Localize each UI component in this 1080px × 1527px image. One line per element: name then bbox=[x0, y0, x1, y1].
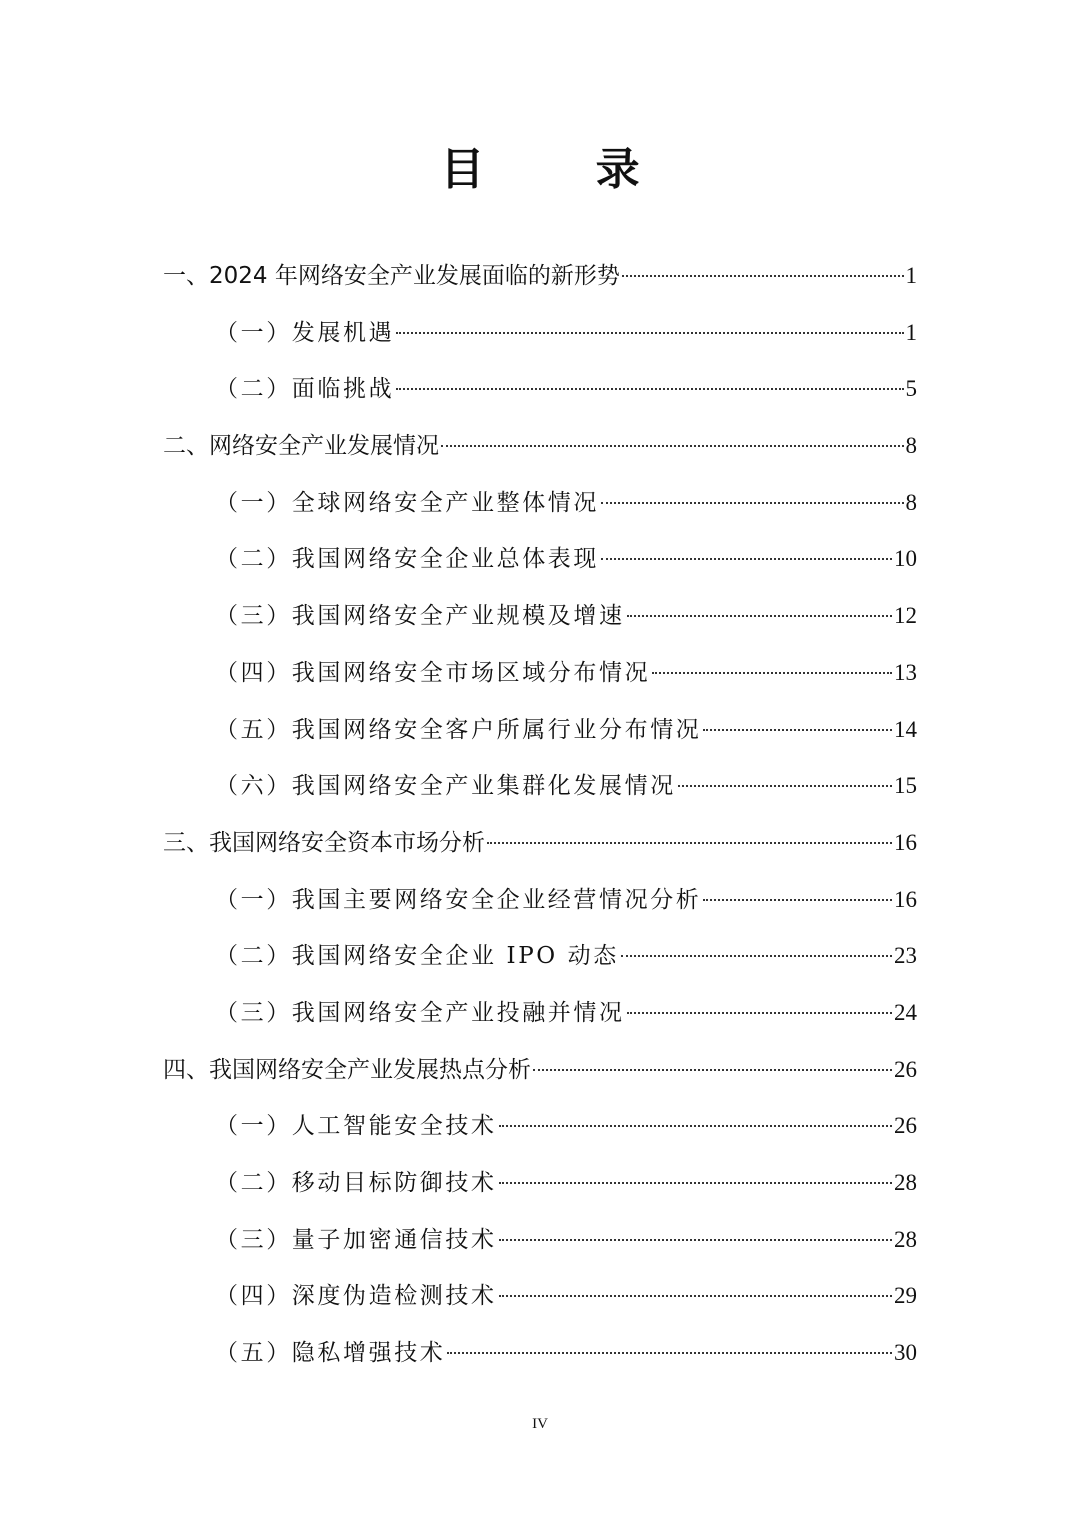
toc-subsection-entry[interactable] bbox=[163, 872, 917, 929]
toc-subsection-entry[interactable] bbox=[163, 702, 917, 759]
toc-section-entry[interactable] bbox=[163, 248, 917, 305]
toc-entry-label: （五）隐私增强技术 bbox=[215, 1340, 446, 1367]
dot-leader bbox=[621, 955, 892, 957]
dot-leader bbox=[396, 388, 903, 390]
toc-entry-label: （二）面临挑战 bbox=[215, 376, 395, 403]
dot-leader bbox=[499, 1182, 892, 1184]
toc-entry-page: 15 bbox=[894, 773, 917, 799]
toc-entry-page: 12 bbox=[894, 603, 917, 629]
toc-entry-label: （五）我国网络安全客户所属行业分布情况 bbox=[215, 716, 702, 743]
toc-subsection-entry[interactable] bbox=[163, 1268, 917, 1325]
toc-entry-label: （一）发展机遇 bbox=[215, 319, 395, 346]
toc-subsection-entry[interactable] bbox=[163, 1325, 917, 1382]
toc-section-entry[interactable] bbox=[163, 418, 917, 475]
toc-subsection-entry[interactable] bbox=[163, 588, 917, 645]
dot-leader bbox=[447, 1352, 892, 1354]
dot-leader bbox=[601, 502, 904, 504]
toc-subsection-entry[interactable] bbox=[163, 645, 917, 702]
toc-entry-page: 16 bbox=[894, 886, 917, 912]
toc-section-entry[interactable] bbox=[163, 815, 917, 872]
dot-leader bbox=[627, 615, 892, 617]
toc-entry-page: 26 bbox=[894, 1113, 917, 1139]
toc-entry-page: 26 bbox=[894, 1056, 917, 1082]
toc-subsection-entry[interactable] bbox=[163, 1212, 917, 1269]
toc-entry-label: 二、网络安全产业发展情况 bbox=[163, 433, 439, 460]
toc-subsection-entry[interactable] bbox=[163, 928, 917, 985]
toc-entry-page: 23 bbox=[894, 943, 917, 969]
dot-leader bbox=[703, 899, 892, 901]
toc-subsection-entry[interactable] bbox=[163, 305, 917, 362]
toc-entry-label: （一）我国主要网络安全企业经营情况分析 bbox=[215, 886, 702, 913]
toc-entry-label: （二）我国网络安全企业 IPO 动态 bbox=[215, 943, 619, 970]
toc-subsection-entry[interactable] bbox=[163, 985, 917, 1042]
dot-leader bbox=[499, 1239, 892, 1241]
toc-subsection-entry[interactable] bbox=[163, 475, 917, 532]
toc-entry-page: 24 bbox=[894, 999, 917, 1025]
toc-entry-label: （三）我国网络安全产业投融并情况 bbox=[215, 999, 625, 1026]
dot-leader bbox=[601, 558, 892, 560]
toc-entry-label: （三）量子加密通信技术 bbox=[215, 1226, 497, 1253]
toc-entry-page: 8 bbox=[905, 433, 917, 459]
page-number: IV bbox=[532, 1416, 548, 1432]
toc-entry-label: （六）我国网络安全产业集群化发展情况 bbox=[215, 773, 676, 800]
table-of-contents bbox=[163, 248, 917, 1382]
toc-entry-page: 29 bbox=[894, 1283, 917, 1309]
toc-entry-label: （三）我国网络安全产业规模及增速 bbox=[215, 603, 625, 630]
dot-leader bbox=[396, 332, 903, 334]
toc-entry-page: 10 bbox=[894, 546, 917, 572]
toc-entry-label: 一、2024 年网络安全产业发展面临的新形势 bbox=[163, 263, 620, 289]
toc-entry-label: （一）人工智能安全技术 bbox=[215, 1113, 497, 1140]
dot-leader bbox=[622, 275, 904, 277]
dot-leader bbox=[678, 785, 892, 787]
toc-subsection-entry[interactable] bbox=[163, 1098, 917, 1155]
dot-leader bbox=[533, 1069, 892, 1071]
toc-entry-page: 14 bbox=[894, 716, 917, 742]
toc-entry-label: 四、我国网络安全产业发展热点分析 bbox=[163, 1056, 531, 1083]
dot-leader bbox=[499, 1125, 892, 1127]
toc-entry-page: 16 bbox=[894, 829, 917, 855]
dot-leader bbox=[441, 445, 904, 447]
toc-entry-page: 13 bbox=[894, 659, 917, 685]
toc-entry-page: 1 bbox=[905, 263, 917, 288]
toc-section-entry[interactable] bbox=[163, 1042, 917, 1099]
page-title: 目 录 bbox=[440, 144, 688, 195]
dot-leader bbox=[703, 729, 892, 731]
toc-entry-page: 8 bbox=[905, 489, 917, 515]
toc-subsection-entry[interactable] bbox=[163, 758, 917, 815]
toc-entry-page: 30 bbox=[894, 1340, 917, 1366]
toc-entry-label: （一）全球网络安全产业整体情况 bbox=[215, 489, 599, 516]
toc-entry-page: 28 bbox=[894, 1170, 917, 1195]
toc-entry-page: 1 bbox=[905, 319, 917, 345]
dot-leader bbox=[627, 1012, 892, 1014]
toc-entry-label: （四）深度伪造检测技术 bbox=[215, 1283, 497, 1310]
toc-subsection-entry[interactable] bbox=[163, 1155, 917, 1212]
toc-entry-label: （四）我国网络安全市场区域分布情况 bbox=[215, 659, 651, 686]
toc-subsection-entry[interactable] bbox=[163, 361, 917, 418]
toc-entry-label: （二）移动目标防御技术 bbox=[215, 1170, 497, 1196]
toc-entry-page: 28 bbox=[894, 1226, 917, 1252]
dot-leader bbox=[499, 1295, 892, 1297]
toc-subsection-entry[interactable] bbox=[163, 531, 917, 588]
toc-entry-label: （二）我国网络安全企业总体表现 bbox=[215, 546, 599, 573]
dot-leader bbox=[487, 842, 892, 844]
toc-entry-page: 5 bbox=[905, 376, 917, 402]
toc-entry-label: 三、我国网络安全资本市场分析 bbox=[163, 829, 485, 856]
dot-leader bbox=[652, 672, 892, 674]
